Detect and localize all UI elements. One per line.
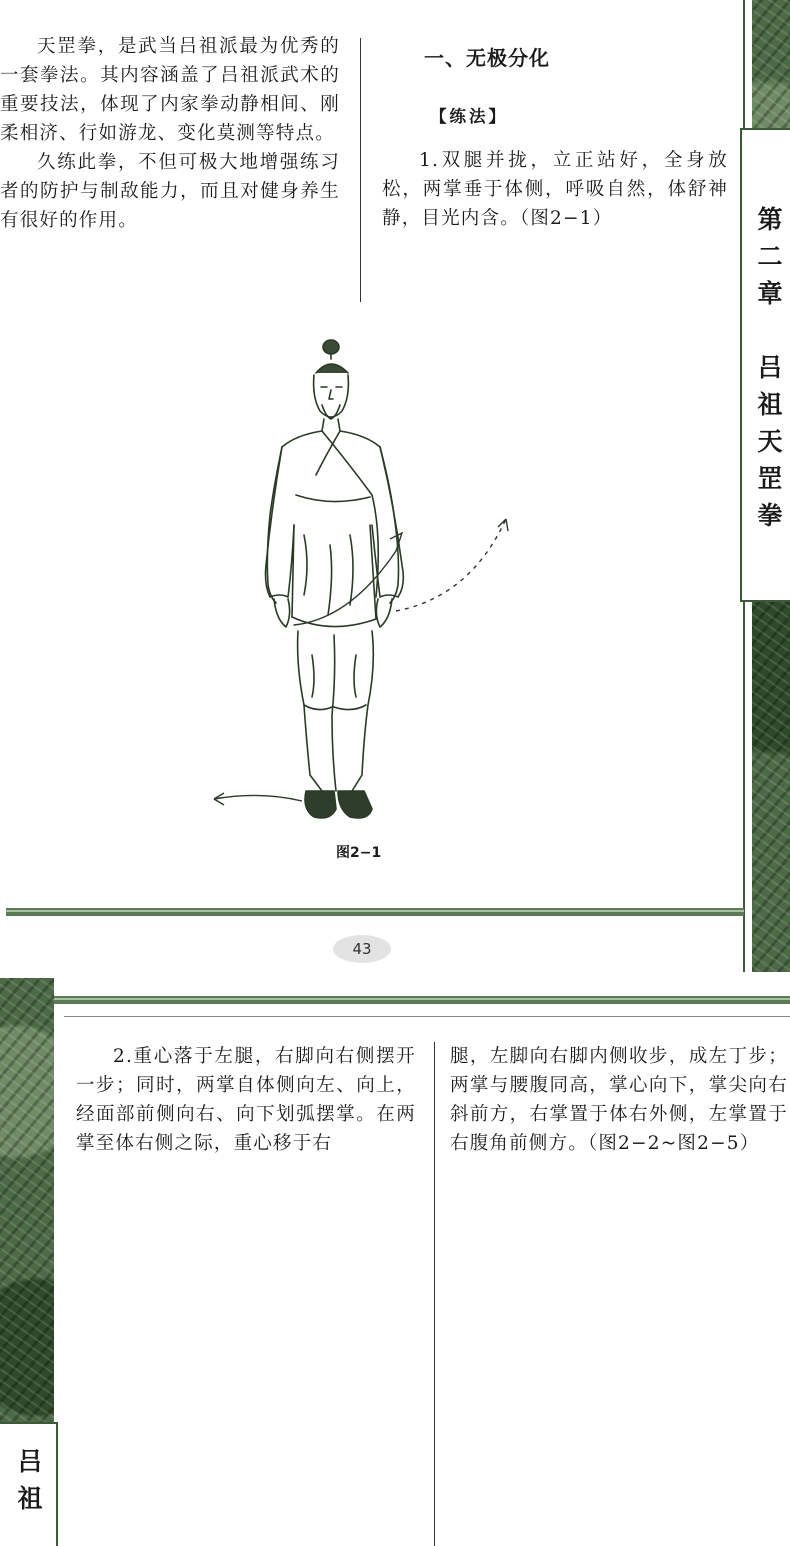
header-rule-highlight <box>54 998 790 1000</box>
page-44 <box>0 978 790 1546</box>
step-1-text: 1.双腿并拢，立正站好，全身放松，两掌垂于体侧，呼吸自然，体舒神静，目光内含。（图2−1） <box>382 150 728 229</box>
figure-caption: 图2−1 <box>336 845 382 861</box>
method-label: 【练法】 <box>430 107 508 126</box>
chapter-tab-left <box>0 1422 58 1546</box>
intro-paragraph-1: 天罡拳，是武当吕祖派最为优秀的一套拳法。其内容涵盖了吕祖派武术的重要技法，体现了内家拳动静相间、刚柔相济、行如游龙、变化莫测等特点。 <box>0 36 340 144</box>
footer-rule-highlight <box>6 910 744 912</box>
chapter-title-left: 吕祖 <box>14 1448 43 1522</box>
header-thin-rule <box>64 1016 790 1017</box>
step-2-text-left: 2.重心落于左腿，右脚向右侧摆开一步；同时，两掌自体侧向左、向上，经面部前侧向右、向下划弧摆掌。在两掌至体右侧之际，重心移于右 <box>76 1046 416 1154</box>
intro-column <box>0 32 340 235</box>
column-divider <box>360 38 361 302</box>
section-heading: 一、无极分化 <box>424 46 550 70</box>
page-number: 43 <box>333 935 391 963</box>
column-divider <box>434 1042 435 1546</box>
intro-paragraph-2: 久练此拳，不但可极大地增强练习者的防护与制敌能力，而且对健身养生有很好的作用。 <box>0 152 340 231</box>
chapter-title: 第二章 吕祖天罡拳 <box>754 206 783 539</box>
step-1-column <box>382 146 728 233</box>
step-2-column-right <box>450 1042 788 1158</box>
step-2-text-right: 腿，左脚向右脚内侧收步，成左丁步；两掌与腰腹同高，掌心向下，掌尖向右斜前方，右掌置于体右外侧，左掌置于右腹角前侧方。（图2−2~图2−5） <box>450 1046 788 1154</box>
step-2-column-left <box>76 1042 416 1158</box>
chapter-spine <box>740 0 790 978</box>
dashed-arrow-icon <box>200 335 530 830</box>
chapter-tab <box>740 128 790 602</box>
